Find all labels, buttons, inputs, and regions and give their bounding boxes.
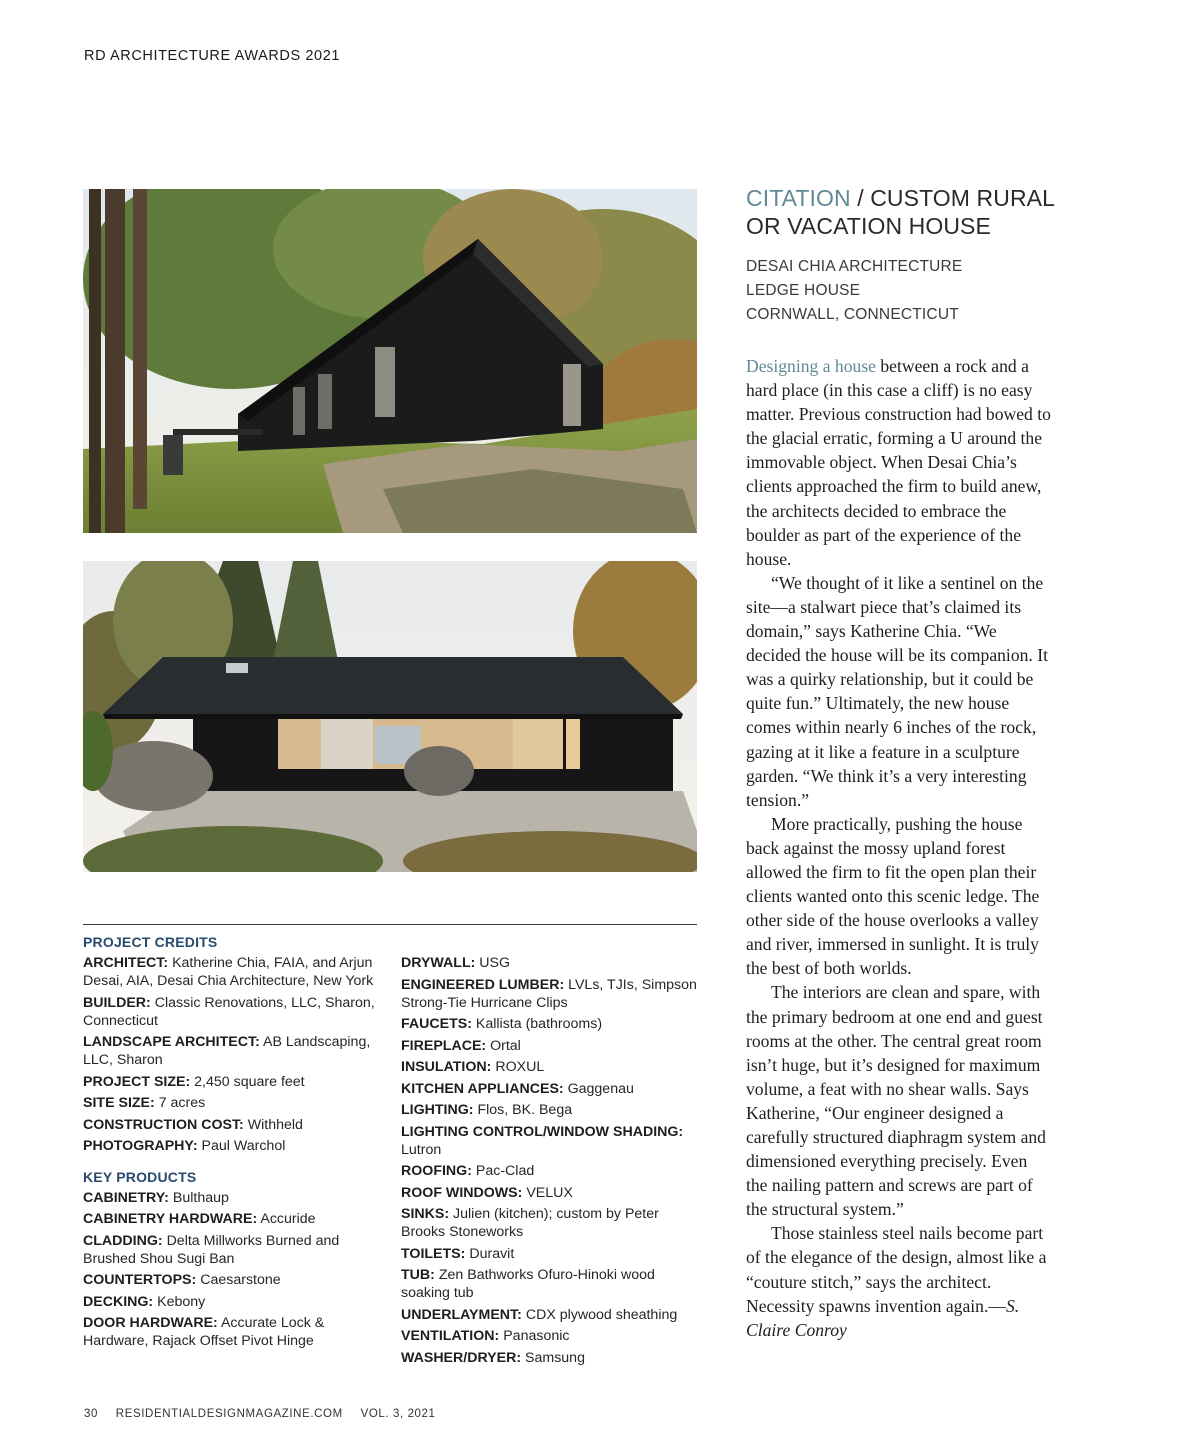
volume-info: VOL. 3, 2021 xyxy=(360,1408,436,1420)
credit-value: Flos, BK. Bega xyxy=(477,1102,573,1118)
credit-value: CDX plywood sheathing xyxy=(525,1306,678,1323)
house-exterior-photo-front xyxy=(83,561,697,872)
credit-entry xyxy=(83,954,378,990)
credit-entry xyxy=(401,1245,697,1263)
credit-value: Panasonic xyxy=(503,1328,570,1344)
credit-value: Gaggenau xyxy=(567,1080,634,1097)
credit-label: ROOF WINDOWS: xyxy=(401,1184,523,1201)
credit-value: Lutron xyxy=(401,1141,442,1158)
credit-label: CABINETRY: xyxy=(83,1189,169,1206)
lead-in: Designing a house xyxy=(746,356,876,376)
credit-value: Kebony xyxy=(157,1293,206,1310)
credit-entry xyxy=(401,1123,697,1159)
credit-label: LANDSCAPE ARCHITECT: xyxy=(83,1034,260,1050)
credit-entry xyxy=(83,1314,378,1350)
key-products-list-right xyxy=(401,954,697,1367)
credit-entry xyxy=(401,1015,697,1033)
author-signature: S. Claire Conroy xyxy=(746,1295,1020,1340)
credit-value: Caesarstone xyxy=(200,1272,281,1288)
credit-label: CONSTRUCTION COST: xyxy=(83,1116,244,1133)
credit-entry xyxy=(401,954,697,972)
credit-label: VENTILATION: xyxy=(401,1328,500,1344)
credit-entry xyxy=(83,1271,378,1289)
credit-label: FAUCETS: xyxy=(401,1016,472,1032)
credit-entry xyxy=(401,1349,697,1367)
article-paragraph xyxy=(746,1221,1052,1341)
magazine-site: RESIDENTIALDESIGNMAGAZINE.COM xyxy=(115,1408,343,1420)
credits-left-column xyxy=(83,933,378,1354)
credit-label: UNDERLAYMENT: xyxy=(401,1306,522,1323)
article-body xyxy=(746,354,1052,1342)
credits-right-column xyxy=(401,954,697,1370)
credit-label: DECKING: xyxy=(83,1293,154,1310)
credit-value: Duravit xyxy=(469,1245,515,1262)
article-paragraph xyxy=(746,354,1052,571)
credit-value: Classic Renovations, LLC, Sharon, Connecticut xyxy=(83,994,375,1029)
section-header: RD ARCHITECTURE AWARDS 2021 xyxy=(84,48,341,64)
credit-value: AB Landscaping, LLC, Sharon xyxy=(83,1034,371,1068)
credit-value: USG xyxy=(479,955,511,971)
credit-label: BUILDER: xyxy=(83,994,151,1011)
paragraph-text: Those stainless steel nails become part of the elegance of the design, almost like a “couture stitch,” says the architect. Necessity spawns invention again.— xyxy=(746,1223,1047,1316)
credit-value: Delta Millworks Burned and Brushed Shou Sugi Ban xyxy=(83,1232,340,1267)
credit-value: Kallista (bathrooms) xyxy=(475,1016,603,1032)
credit-entry xyxy=(401,1266,697,1302)
credit-label: ENGINEERED LUMBER: xyxy=(401,976,565,993)
credit-value: Zen Bathworks Ofuro-Hinoki wood soaking tub xyxy=(401,1267,655,1301)
credit-value: Pac-Clad xyxy=(475,1163,535,1179)
article-paragraph: More practically, pushing the house back against the mossy upland forest allowed the firm to fit the open plan their clients wanted onto this scenic ledge. The other side of the house overlooks a valley and river, immersed in sunlight. It is truly the best of both worlds. xyxy=(746,813,1040,979)
project-meta xyxy=(746,255,962,327)
credit-entry xyxy=(401,976,697,1012)
credit-entry xyxy=(401,1037,697,1055)
project-location: CORNWALL, CONNECTICUT xyxy=(746,306,959,323)
paragraph-text: between a rock and a hard place (in this case a cliff) is no easy matter. Previous construction had bowed to the glacial erratic, forming a U around the immovable object. When Desai Chia’s clients approached the firm to build anew, the architects decided to embrace the boulder as part of the experience of the house. xyxy=(746,356,1051,569)
credit-entry xyxy=(401,1327,697,1345)
credit-label: ROOFING: xyxy=(401,1163,472,1179)
credit-entry xyxy=(83,1189,378,1207)
credit-entry xyxy=(83,1232,378,1268)
credit-entry xyxy=(401,1080,697,1098)
award-category: CUSTOM RURAL OR VACATION HOUSE xyxy=(746,185,1055,239)
credit-value: Julien (kitchen); custom by Peter Brooks Stoneworks xyxy=(401,1206,659,1240)
credit-value: LVLs, TJIs, Simpson Strong-Tie Hurricane Clips xyxy=(401,976,697,1011)
award-separator: / xyxy=(850,185,871,211)
credit-label: COUNTERTOPS: xyxy=(83,1272,197,1288)
award-level: CITATION xyxy=(746,185,851,211)
credit-label: PHOTOGRAPHY: xyxy=(83,1138,198,1154)
credit-label: FIREPLACE: xyxy=(401,1037,487,1054)
credit-entry xyxy=(83,994,378,1030)
credit-label: DRYWALL: xyxy=(401,955,476,971)
credit-value: Accuride xyxy=(260,1211,316,1227)
project-name: LEDGE HOUSE xyxy=(746,282,861,299)
credit-label: ARCHITECT: xyxy=(83,955,169,971)
credit-entry xyxy=(401,1101,697,1119)
page-number: 30 xyxy=(84,1408,98,1420)
credit-label: SINKS: xyxy=(401,1206,450,1222)
credit-label: LIGHTING: xyxy=(401,1102,474,1118)
credit-entry xyxy=(401,1184,697,1202)
credit-value: Bulthaup xyxy=(172,1189,229,1206)
credit-entry xyxy=(83,1094,378,1112)
credit-value: Paul Warchol xyxy=(201,1138,286,1154)
credit-entry xyxy=(83,1073,378,1091)
firm-name: DESAI CHIA ARCHITECTURE xyxy=(746,258,963,275)
key-products-heading: KEY PRODUCTS xyxy=(83,1168,197,1185)
credit-label: PROJECT SIZE: xyxy=(83,1073,191,1090)
credit-label: TUB: xyxy=(401,1267,435,1283)
credit-value: 2,450 square feet xyxy=(194,1073,305,1090)
award-category-title xyxy=(746,184,1076,240)
credit-entry xyxy=(401,1162,697,1180)
credit-label: KITCHEN APPLIANCES: xyxy=(401,1080,564,1097)
credit-label: DOOR HARDWARE: xyxy=(83,1315,218,1331)
credit-entry xyxy=(83,1116,378,1134)
project-credits-heading: PROJECT CREDITS xyxy=(83,934,218,950)
credit-value: Samsung xyxy=(525,1349,585,1366)
credit-label: TOILETS: xyxy=(401,1245,466,1262)
project-credits-list xyxy=(83,954,378,1155)
credit-label: SITE SIZE: xyxy=(83,1095,155,1111)
house-exterior-photo-side xyxy=(83,189,697,533)
credit-entry xyxy=(83,1033,378,1069)
credit-value: 7 acres xyxy=(158,1095,206,1111)
credit-entry xyxy=(401,1306,697,1324)
credits-divider xyxy=(83,924,697,925)
credit-label: WASHER/DRYER: xyxy=(401,1349,522,1366)
page-footer xyxy=(84,1408,450,1420)
credit-label: CLADDING: xyxy=(83,1232,163,1249)
credit-value: VELUX xyxy=(526,1184,573,1201)
credit-entry xyxy=(83,1210,378,1228)
credit-value: Ortal xyxy=(490,1037,521,1054)
article-paragraph: “We thought of it like a sentinel on the site—a stalwart piece that’s claimed its domain,” says Katherine Chia. “We decided the house will be its companion. It was a quirky relationship, but it could be quite fun.” Ultimately, the new house comes within nearly 6 inches of the rock, gazing at it like a feature in a sculpture garden. “We think it’s a very interesting tension.” xyxy=(746,572,1048,810)
article-paragraph: The interiors are clean and spare, with the primary bedroom at one end and guest rooms at the other. The central great room isn’t huge, but it’s designed for maximum volume, a feat with no shear walls. Says Katherine, “Our engineer designed a carefully structured diaphragm system and dimensioned everything precisely. Even the nailing pattern and screws are part of the structural system.” xyxy=(746,982,1046,1220)
credit-value: Katherine Chia, FAIA, and Arjun Desai, AIA, Desai Chia Architecture, New York xyxy=(83,955,374,989)
credit-entry xyxy=(401,1058,697,1076)
credit-value: ROXUL xyxy=(495,1059,545,1075)
key-products-list-left xyxy=(83,1189,378,1351)
credit-label: LIGHTING CONTROL/WINDOW SHADING: xyxy=(401,1123,684,1140)
credit-value: Accurate Lock & Hardware, Rajack Offset Pivot Hinge xyxy=(83,1315,325,1349)
credit-entry xyxy=(83,1137,378,1155)
credit-label: CABINETRY HARDWARE: xyxy=(83,1211,258,1227)
credit-entry xyxy=(401,1205,697,1241)
credit-entry xyxy=(83,1293,378,1311)
credit-label: INSULATION: xyxy=(401,1059,492,1075)
credit-value: Withheld xyxy=(247,1116,303,1133)
